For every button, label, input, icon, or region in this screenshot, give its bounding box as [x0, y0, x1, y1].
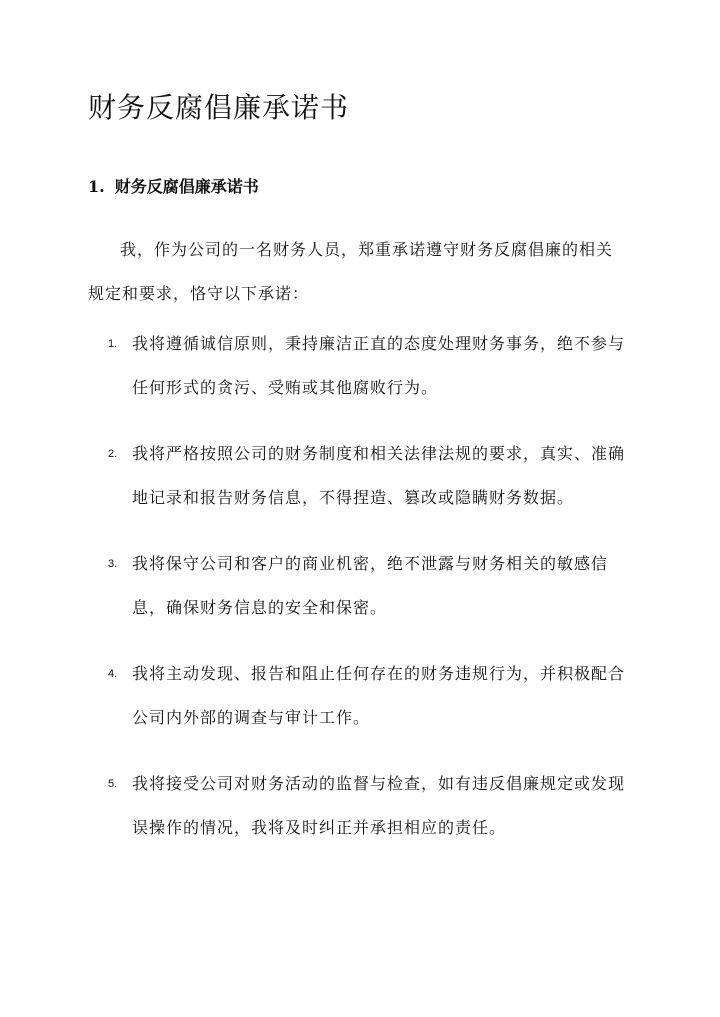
- commitment-text: 我将保守公司和客户的商业机密，绝不泄露与财务相关的敏感信息，确保财务信息的安全和保密。: [132, 554, 609, 617]
- commitment-text: 我将遵循诚信原则，秉持廉洁正直的态度处理财务事务，绝不参与任何形式的贪污、受贿或其他腐败行为。: [132, 334, 626, 397]
- commitment-text: 我将接受公司对财务活动的监督与检查，如有违反倡廉规定或发现误操作的情况，我将及时纠正并承担相应的责任。: [132, 774, 626, 837]
- commitment-item: [88, 652, 628, 740]
- commitment-item: [88, 542, 628, 630]
- commitment-item: [88, 432, 628, 520]
- commitment-text: 我将严格按照公司的财务制度和相关法律法规的要求，真实、准确地记录和报告财务信息，不得捏造、篡改或隐瞒财务数据。: [132, 444, 626, 507]
- commitment-item: [88, 762, 628, 850]
- commitment-number: 5.: [108, 778, 118, 790]
- commitment-number: 1.: [108, 338, 118, 350]
- commitment-number: 2.: [108, 448, 118, 460]
- commitment-item: [88, 322, 628, 410]
- commitment-list: [88, 322, 628, 872]
- commitment-text: 我将主动发现、报告和阻止任何存在的财务违规行为，并积极配合公司内外部的调查与审计工作。: [132, 664, 626, 727]
- commitment-number: 3.: [108, 558, 118, 570]
- commitment-number: 4.: [108, 668, 118, 680]
- section-number: 1.: [88, 177, 105, 196]
- section-heading: [88, 174, 259, 200]
- document-title: 财务反腐倡廉承诺书: [88, 91, 350, 124]
- intro-paragraph: 我，作为公司的一名财务人员，郑重承诺遵守财务反腐倡廉的相关规定和要求，恪守以下承诺：: [88, 240, 614, 303]
- section-heading-text: 财务反腐倡廉承诺书: [114, 177, 259, 196]
